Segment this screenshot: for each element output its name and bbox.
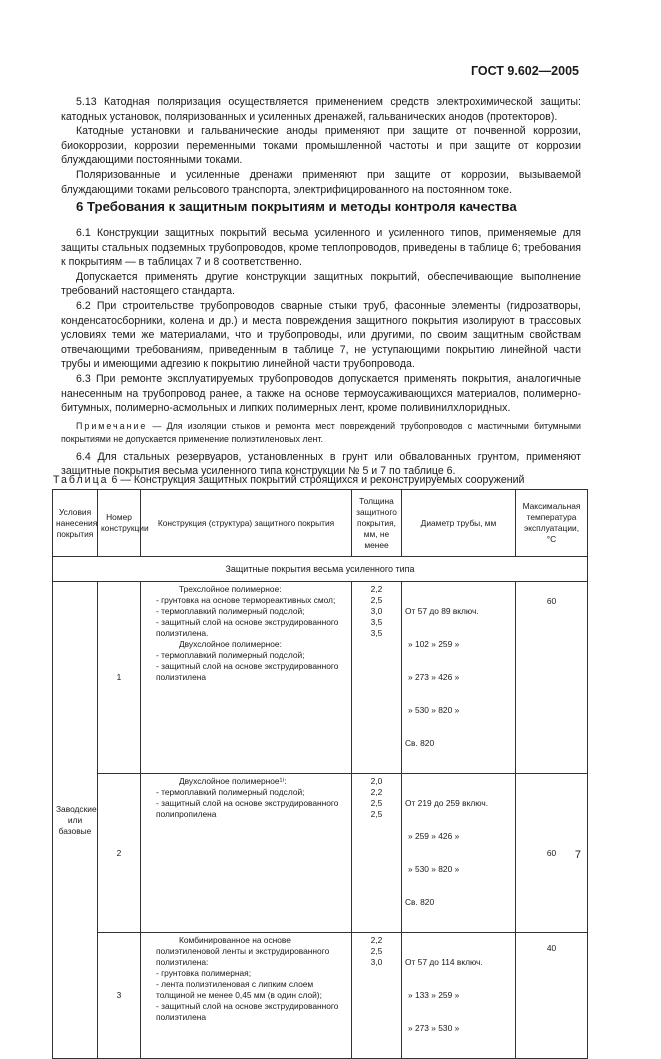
paragraph: Поляризованные и усиленные дренажи применяют при защите от коррозии, вызываемой блуждающими токами рельсового транспорта, электрифицированного на постоянном токе. (61, 168, 581, 196)
construction-line: Комбинированное на основе полиэтиленовой ленты и экструдированного полиэтилена: (156, 935, 330, 967)
diameter-value: » 259 » 426 » (408, 831, 460, 841)
construction-line: - грунтовка на основе термореактивных смол; (156, 595, 336, 605)
note (61, 420, 581, 446)
construction-line: - термоплавкий полимерный подслой; (156, 650, 305, 660)
table-row (53, 774, 588, 933)
conditions-cell: Заводские или базовые (53, 582, 98, 1059)
construction-line: - термоплавкий полимерный подслой; (156, 606, 305, 616)
thickness-value: 3,5 (370, 617, 383, 627)
header-diameter: Диаметр трубы, мм (402, 490, 516, 557)
thickness-value: 2,2 (370, 935, 383, 945)
caption-text: 6 — Конструкция защитных покрытий строящихся и реконструируемых сооружений (108, 474, 525, 486)
header-max-temp: Максимальная температура эксплуатации, °С (516, 490, 588, 557)
construction-line: Двухслойное полимерное¹⁾: (179, 776, 287, 786)
construction-line: - термоплавкий полимерный подслой; (156, 787, 305, 797)
thickness-value: 2,5 (370, 595, 383, 605)
thickness-value: 2,5 (370, 946, 383, 956)
header-construction: Конструкция (структура) защитного покрытия (141, 490, 352, 557)
thickness-value: 3,0 (370, 957, 383, 967)
construction-cell (141, 774, 352, 933)
diameter-value: От 57 до 114 включ. (405, 957, 483, 967)
thickness-cell (352, 582, 402, 774)
number-cell: 1 (98, 582, 141, 774)
diameter-value: » 102 » 259 » (408, 639, 460, 649)
coating-table (52, 489, 588, 1059)
diameter-value: Св. 820 (405, 897, 435, 907)
construction-line: - грунтовка полимерная; (156, 968, 252, 978)
thickness-value: 2,5 (370, 798, 383, 808)
table-header-row (53, 490, 588, 557)
diameter-value: » 530 » 820 » (408, 705, 460, 715)
thickness-value: 3,0 (370, 606, 383, 616)
diameter-cell (402, 582, 516, 774)
page-number: 7 (574, 849, 581, 861)
table-row (53, 582, 588, 774)
number-cell: 2 (98, 774, 141, 933)
diameter-value: » 530 » 820 » (408, 864, 460, 874)
paragraph: Допускается применять другие конструкции защитных покрытий, обеспечивающие выполнение требований настоящего стандарта. (61, 270, 581, 298)
diameter-cell (402, 774, 516, 933)
section6-text (61, 226, 581, 479)
diameter-value: Св. 820 (405, 738, 435, 748)
header-thickness: Толщина защитного покрытия, мм, не менее (352, 490, 402, 557)
header-conditions: Условия нанесения покрытия (53, 490, 98, 557)
diameter-value: » 133 » 259 » (408, 990, 460, 1000)
max-temp-cell: 40 (516, 933, 588, 1059)
note-text: — Для изоляции стыков и ремонта мест повреждений трубопроводов с мастичными битумными покрытиями не допускается применение полиэтиленовых лент. (61, 420, 581, 444)
thickness-value: 2,2 (370, 584, 383, 594)
max-temp-cell: 60 (516, 774, 588, 933)
construction-line: Двухслойное полимерное: (179, 639, 282, 649)
note-label: Примечание (76, 420, 148, 431)
construction-line: - защитный слой на основе экструдированного полиэтилена (156, 1001, 339, 1022)
paragraph: 6.3 При ремонте эксплуатируемых трубопроводов допускается применять покрытия, аналогичные нанесенным на трубопровод ранее, а также на основе термоусаживающихся материалов, полимерно-битумных, полимерно-асмольных и липких полимерных лент, кроме поливинилхлоридных. (61, 372, 581, 415)
diameter-value: От 219 до 259 включ. (405, 798, 489, 808)
section-heading: 6 Требования к защитным покрытиям и методы контроля качества (76, 199, 517, 214)
construction-line: Трехслойное полимерное: (179, 584, 282, 594)
paragraph: 6.2 При строительстве трубопроводов сварные стыки труб, фасонные элементы (гидрозатворы, конденсатосборники, колена и др.) и места повреждения защитного покрытия изолируют в трассовых условиях теми же материалами, что и трубопроводы, или другими, по своим защитным свойствам отвечающими требованиям, приведенным в таблице 7, не уступающими покрытию линейной части трубы и имеющими адгезию к покрытию линейной части трубопровода. (61, 299, 581, 371)
group-title: Защитные покрытия весьма усиленного типа (53, 557, 588, 582)
construction-cell (141, 582, 352, 774)
thickness-value: 2,2 (370, 787, 383, 797)
paragraph: 6.4 Для стальных резервуаров, установленных в грунт или обвалованных грунтом, применяют защитные покрытия весьма усиленного типа конструкции № 5 и 7 по таблице 6. (61, 450, 581, 478)
table-row (53, 933, 588, 1059)
paragraph: 5.13 Катодная поляризация осуществляется применением средств электрохимической защиты: катодных установок, поляризованных и усиленных дренажей, гальванических анодов (протекторов). (61, 96, 581, 123)
thickness-cell (352, 933, 402, 1059)
diameter-value: От 57 до 89 включ. (405, 606, 479, 616)
thickness-value: 3,5 (370, 628, 383, 638)
construction-line: - защитный слой на основе экструдированного полипропилена (156, 798, 339, 819)
number-cell: 3 (98, 933, 141, 1059)
construction-cell (141, 933, 352, 1059)
construction-line: - лента полиэтиленовая с липким слоем толщиной не менее 0,45 мм (в один слой); (156, 979, 322, 1000)
construction-line: - защитный слой на основе экструдированного полиэтилена (156, 661, 339, 682)
table-caption (53, 474, 524, 486)
header-number: Номер конструкции (98, 490, 141, 557)
paragraph: 6.1 Конструкции защитных покрытий весьма усиленного и усиленного типов, применяемые для защиты стальных подземных трубопроводов, кроме теплопроводов, приведены в таблице 6; требования к покрытиям — в таблицах 7 и 8 соответственно. (61, 227, 581, 269)
caption-label: Таблица (53, 474, 109, 486)
diameter-cell (402, 933, 516, 1059)
thickness-cell (352, 774, 402, 933)
table-group-row (53, 557, 588, 582)
section5-text (61, 95, 581, 197)
max-temp-cell: 60 (516, 582, 588, 774)
construction-line: - защитный слой на основе экструдированного полиэтилена. (156, 617, 339, 638)
thickness-value: 2,0 (370, 776, 383, 786)
diameter-value: » 273 » 426 » (408, 672, 460, 682)
paragraph: Катодные установки и гальванические аноды применяют при защите от почвенной коррозии, биокоррозии, коррозии переменными токами промышленной частоты и при защите от коррозии блуждающими постоянными токами. (61, 125, 581, 167)
thickness-value: 2,5 (370, 809, 383, 819)
diameter-value: » 273 » 530 » (408, 1023, 460, 1033)
document-code: ГОСТ 9.602—2005 (470, 64, 579, 78)
